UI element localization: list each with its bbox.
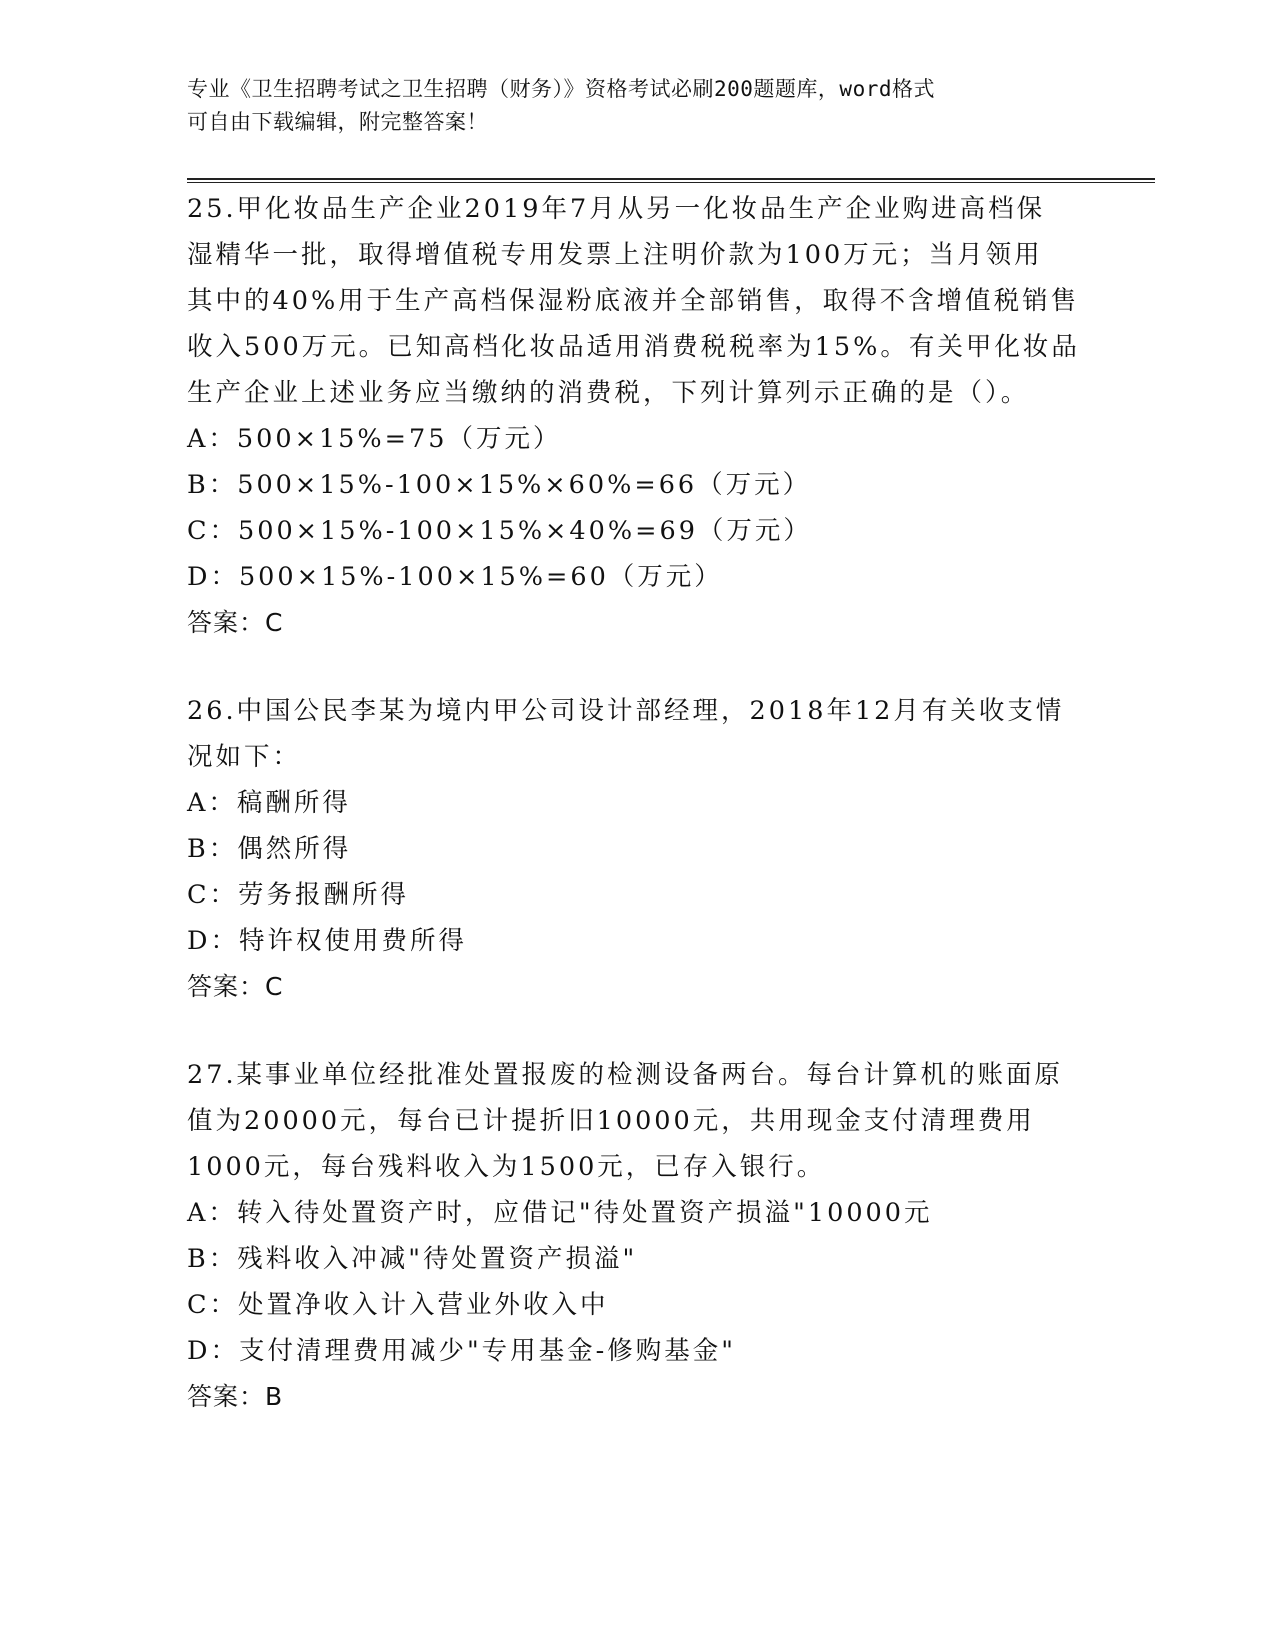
option-c: C：劳务报酬所得: [187, 880, 410, 910]
option-d: D：特许权使用费所得: [187, 926, 467, 956]
option-d: D：支付清理费用减少"专用基金-修购基金": [187, 1336, 737, 1366]
stem-line: 27.某事业单位经批准处置报废的检测设备两台。每台计算机的账面原: [187, 1060, 1064, 1090]
option-c: C：处置净收入计入营业外收入中: [187, 1290, 609, 1320]
option-a: A：转入待处置资产时，应借记"待处置资产损溢"10000元: [187, 1198, 933, 1228]
stem-line: 1000元，每台残料收入为1500元，已存入银行。: [187, 1152, 826, 1182]
question-26: [187, 688, 1087, 1010]
option-list: [187, 1190, 1087, 1374]
option-a: A：500×15%=75（万元）: [187, 424, 562, 454]
stem-line: 26.中国公民李某为境内甲公司设计部经理，2018年12月有关收支情: [187, 696, 1065, 726]
option-b: B：偶然所得: [187, 834, 352, 864]
page-header: [187, 73, 1067, 139]
option-d: D：500×15%-100×15%=60（万元）: [187, 562, 723, 592]
header-line-1: 专业《卫生招聘考试之卫生招聘（财务）》资格考试必刷200题题库，word格式: [187, 77, 935, 101]
option-a: A：稿酬所得: [187, 788, 351, 818]
question-25: [187, 186, 1087, 646]
stem-line: 况如下：: [187, 742, 302, 772]
stem-line: 湿精华一批，取得增值税专用发票上注明价款为100万元；当月领用: [187, 240, 1043, 270]
question-stem: [187, 186, 1087, 416]
answer-line: 答案：C: [187, 972, 284, 1001]
option-c: C：500×15%-100×15%×40%=69（万元）: [187, 516, 812, 546]
option-b: B：残料收入冲减"待处置资产损溢": [187, 1244, 638, 1274]
question-27: [187, 1052, 1087, 1420]
stem-line: 其中的40%用于生产高档保湿粉底液并全部销售，取得不含增值税销售: [187, 286, 1080, 316]
header-divider: [187, 178, 1155, 183]
option-list: [187, 780, 1087, 964]
stem-line: 生产企业上述业务应当缴纳的消费税，下列计算列示正确的是（）。: [187, 378, 1030, 408]
stem-line: 收入500万元。已知高档化妆品适用消费税税率为15%。有关甲化妆品: [187, 332, 1080, 362]
answer-line: 答案：B: [187, 1382, 284, 1411]
question-stem: [187, 688, 1087, 780]
answer-line: 答案：C: [187, 608, 284, 637]
header-line-2: 可自由下载编辑，附完整答案！: [187, 110, 488, 134]
question-stem: [187, 1052, 1087, 1190]
option-b: B：500×15%-100×15%×60%=66（万元）: [187, 470, 812, 500]
stem-line: 25.甲化妆品生产企业2019年7月从另一化妆品生产企业购进高档保: [187, 194, 1046, 224]
option-list: [187, 416, 1087, 600]
stem-line: 值为20000元，每台已计提折旧10000元，共用现金支付清理费用: [187, 1106, 1035, 1136]
